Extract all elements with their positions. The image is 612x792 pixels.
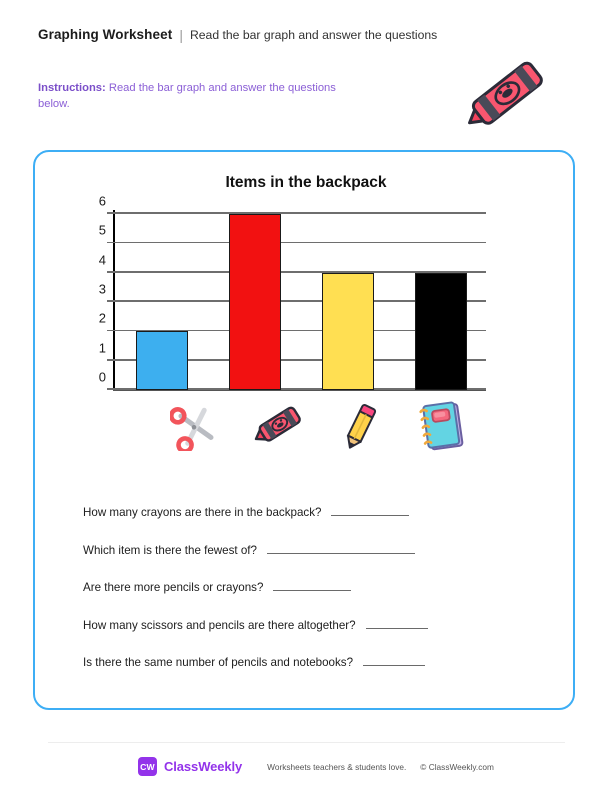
y-tick-label: 4	[98, 252, 106, 268]
question-text: How many crayons are there in the backpack?	[83, 506, 322, 519]
y-tick-mark	[107, 271, 113, 273]
gridline	[113, 242, 486, 244]
question-item	[83, 504, 553, 519]
questions-list	[83, 504, 553, 692]
page-header	[38, 26, 437, 42]
page-subtitle: Read the bar graph and answer the questions	[189, 28, 438, 42]
y-tick-label: 1	[98, 340, 106, 356]
footer-tagline: Worksheets teachers & students love.	[267, 761, 407, 772]
footer-divider	[48, 742, 565, 743]
y-tick-label: 3	[98, 281, 106, 297]
y-tick-mark	[107, 359, 113, 361]
footer	[138, 757, 494, 776]
chart-title: Items in the backpack	[225, 174, 387, 191]
answer-blank[interactable]	[331, 504, 409, 516]
worksheet-card	[33, 150, 575, 710]
question-item	[83, 654, 553, 669]
bar-notebooks	[415, 273, 467, 390]
category-icon-row	[113, 394, 486, 456]
y-tick-label: 0	[98, 369, 106, 385]
bar-scissors	[136, 331, 188, 390]
bar-chart	[35, 152, 577, 482]
question-item	[83, 579, 553, 594]
y-tick-label: 5	[98, 222, 106, 238]
question-text: Are there more pencils or crayons?	[83, 581, 264, 594]
notebook-icon	[414, 398, 470, 456]
instructions-label: Instructions:	[38, 82, 106, 94]
classweekly-logo-badge: CW	[138, 757, 157, 776]
answer-blank[interactable]	[366, 617, 428, 629]
answer-blank[interactable]	[273, 579, 351, 591]
instructions-text: Read the bar graph and answer the questions below.	[38, 82, 336, 111]
y-tick-label: 2	[98, 310, 106, 326]
y-tick-mark	[107, 242, 113, 244]
header-separator: |	[179, 27, 183, 43]
question-text: Is there the same number of pencils and notebooks?	[83, 656, 354, 669]
question-item	[83, 542, 553, 557]
y-tick-mark	[107, 388, 113, 390]
crayon-icon	[250, 398, 306, 456]
page-title: Graphing Worksheet	[38, 27, 173, 42]
y-tick-mark	[107, 330, 113, 332]
scissors-icon	[167, 398, 223, 456]
answer-blank[interactable]	[363, 654, 425, 666]
crayon-icon	[458, 48, 558, 140]
brand-name: ClassWeekly	[164, 759, 243, 774]
bar-crayons	[229, 214, 281, 390]
answer-blank[interactable]	[267, 542, 415, 554]
y-tick-label: 6	[98, 193, 106, 209]
y-tick-mark	[107, 212, 113, 214]
chart-plot-area	[98, 193, 486, 390]
instructions-block	[38, 80, 368, 112]
gridline	[113, 212, 486, 214]
pencil-icon	[332, 398, 388, 456]
footer-copyright: © ClassWeekly.com	[420, 761, 494, 772]
question-text: How many scissors and pencils are there altogether?	[83, 618, 356, 632]
bar-pencils	[322, 273, 374, 390]
question-text: Which item is there the fewest of?	[83, 543, 257, 557]
y-tick-mark	[107, 300, 113, 302]
question-item	[83, 617, 553, 632]
